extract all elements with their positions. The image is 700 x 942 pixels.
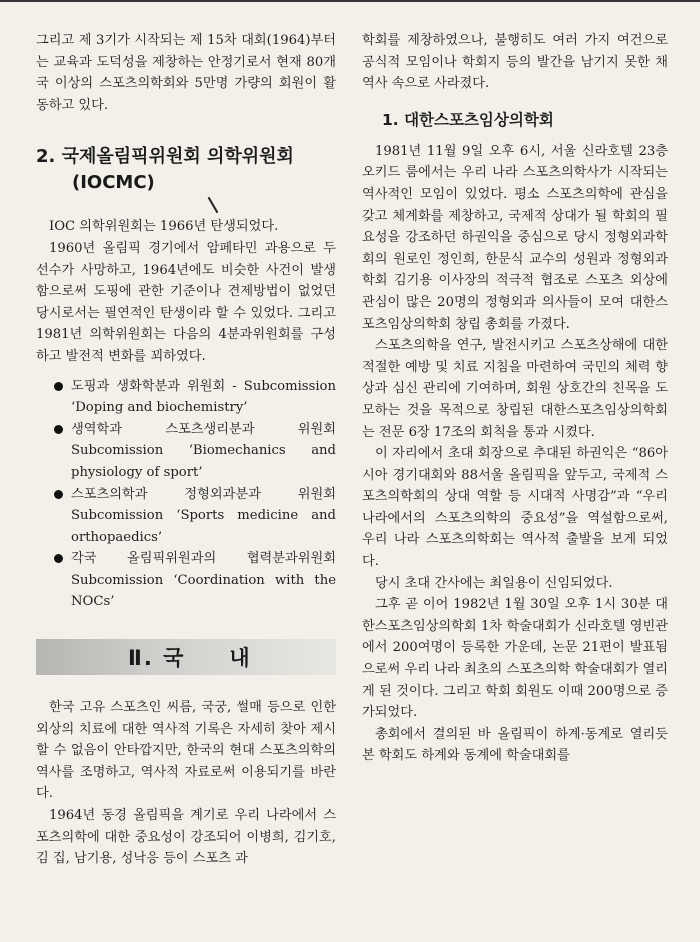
kssm-paragraph-3: 이 자리에서 초대 회장으로 추대된 하권익은 “86아시아 경기대회와 88서울 올림픽을 앞두고, 국제적 스포츠의학회의 상대 역할 등 시대적 사명감”과 “우리 나라에서의 스포츠의학의 중요성”을 역설함으로써, 우리 나라 스포츠의학회는 역사적 출발을 보게 되었다. [362, 446, 668, 570]
subcommission-list [36, 376, 336, 614]
section-2-heading: 2. 국제올림픽위원회 의학위원회 [36, 146, 294, 168]
list-item: 도핑과 생화학분과 위원회 - Subcomission ‘Doping and biochemistry’ [54, 376, 336, 419]
chapter-heading-band [36, 639, 336, 675]
left-column [36, 30, 336, 870]
section-1-heading: 1. 대한스포츠임상의학회 [382, 110, 554, 129]
chapter-title-word: 내 [229, 646, 252, 671]
kssm-paragraph-6: 총회에서 결의된 바 올림픽이 하계·동계로 열리듯 본 학회도 하계와 동계에 학술대회를 [362, 726, 668, 764]
right-column [362, 30, 668, 767]
bullet-icon [54, 382, 63, 391]
bullet-icon [54, 425, 63, 434]
intro-paragraph: 그리고 제 3기가 시작되는 제 15차 대회(1964)부터는 교육과 도덕성을 제창하는 안정기로서 현재 80개국 이상의 스포츠의학회와 5만명 가량의 회원이 활동하고 있다. [36, 33, 336, 113]
chapter-heading [128, 642, 252, 672]
list-item: 스포츠의학과 정형외과분과 위원회 Subcomission ‘Sports medicine and orthopaedics’ [54, 484, 336, 549]
domestic-paragraph-1: 한국 고유 스포츠인 씨름, 국궁, 썰매 등으로 인한 외상의 치료에 대한 역사적 기록은 자세히 찾아 제시할 수 없음이 안타깝지만, 한국의 현대 스포츠의학의 역사를 조명하고, 역사적 자료로써 이용되기를 바란다. [36, 700, 336, 802]
top-rule [0, 0, 700, 2]
section-2-heading-abbrev: (IOCMC) [72, 172, 155, 194]
list-item: 각국 올림픽위원과의 협력분과위원회 Subcomission ‘Coordination with the NOCs’ [54, 548, 336, 613]
ioc-paragraph-1: IOC 의학위원회는 1966년 탄생되었다. [49, 219, 279, 235]
list-item: 생역학과 스포츠생리분과 위원회 Subcomission ‘Biomechanics and physiology of sport’ [54, 419, 336, 484]
chapter-numeral: Ⅱ. 국 [128, 646, 186, 671]
domestic-paragraph-2: 1964년 동경 올림픽을 계기로 우리 나라에서 스포츠의학에 대한 중요성이 강조되어 이병희, 김기호, 김 집, 남기용, 성낙응 등이 스포츠 과 [36, 808, 336, 867]
kssm-paragraph-4: 당시 초대 간사에는 최일용이 신임되었다. [375, 575, 613, 591]
kssm-paragraph-2: 스포츠의학을 연구, 발전시키고 스포츠상해에 대한 적절한 예방 및 치료 지침을 마련하여 국민의 체력 향상과 심신 관리에 기여하며, 회원 상호간의 친목을 도모하는 것을 목적으로 창립된 대한스포츠임상의학회는 전문 6장 17조의 회칙을 통과 시켰다. [362, 338, 668, 440]
kssm-paragraph-5: 그후 곧 이어 1982년 1월 30일 오후 1시 30분 대한스포츠임상의학회 1차 학술대회가 신라호텔 영빈관에서 200여명이 등록한 가운데, 논문 21편이 발표됨으로써 우리 나라 최초의 스포츠의학 학술대회가 열리게 된 것이다. 그리고 학회 회원도 이때 200명으로 증가되었다. [362, 597, 668, 721]
kssm-paragraph-1: 1981년 11월 9일 오후 6시, 서울 신라호텔 23층 오키드 룸에서는 우리 나라 스포츠의학사가 시작되는 역사적인 모임이 있었다. 평소 스포츠의학에 관심을 갖고 체계화를 제창하고, 국제적 상대가 될 학회의 필요성을 강조하던 하권익을 중심으로 당시 정형외과학회의 원로인 정인희, 한문식 교수의 성원과 정형외과학회 김기용 이사장의 적극적 협조로 스포츠 외상에 관심이 많은 20명의 정형외과 의사들이 모여 대한스포츠임상의학회 창립 총회를 가졌다. [362, 143, 668, 332]
continued-paragraph: 학회를 제창하였으나, 불행히도 여러 가지 여건으로 공식적 모임이나 학회지 등의 발간을 남기지 못한 채 역사 속으로 사라졌다. [362, 33, 668, 92]
bullet-icon [54, 490, 63, 499]
ioc-paragraph-2: 1960년 올림픽 경기에서 암페타민 과용으로 두 선수가 사망하고, 1964년에도 비슷한 사건이 발생함으로써 도핑에 관한 기준이나 견제방법이 없었던 당시로서는 필연적인 탄생이라 할 수 있었다. 그리고 1981년 의학위원회는 다음의 4분과위원회를 구성하고 발전적 변화를 꾀하였다. [36, 240, 336, 364]
bullet-icon [54, 554, 63, 563]
